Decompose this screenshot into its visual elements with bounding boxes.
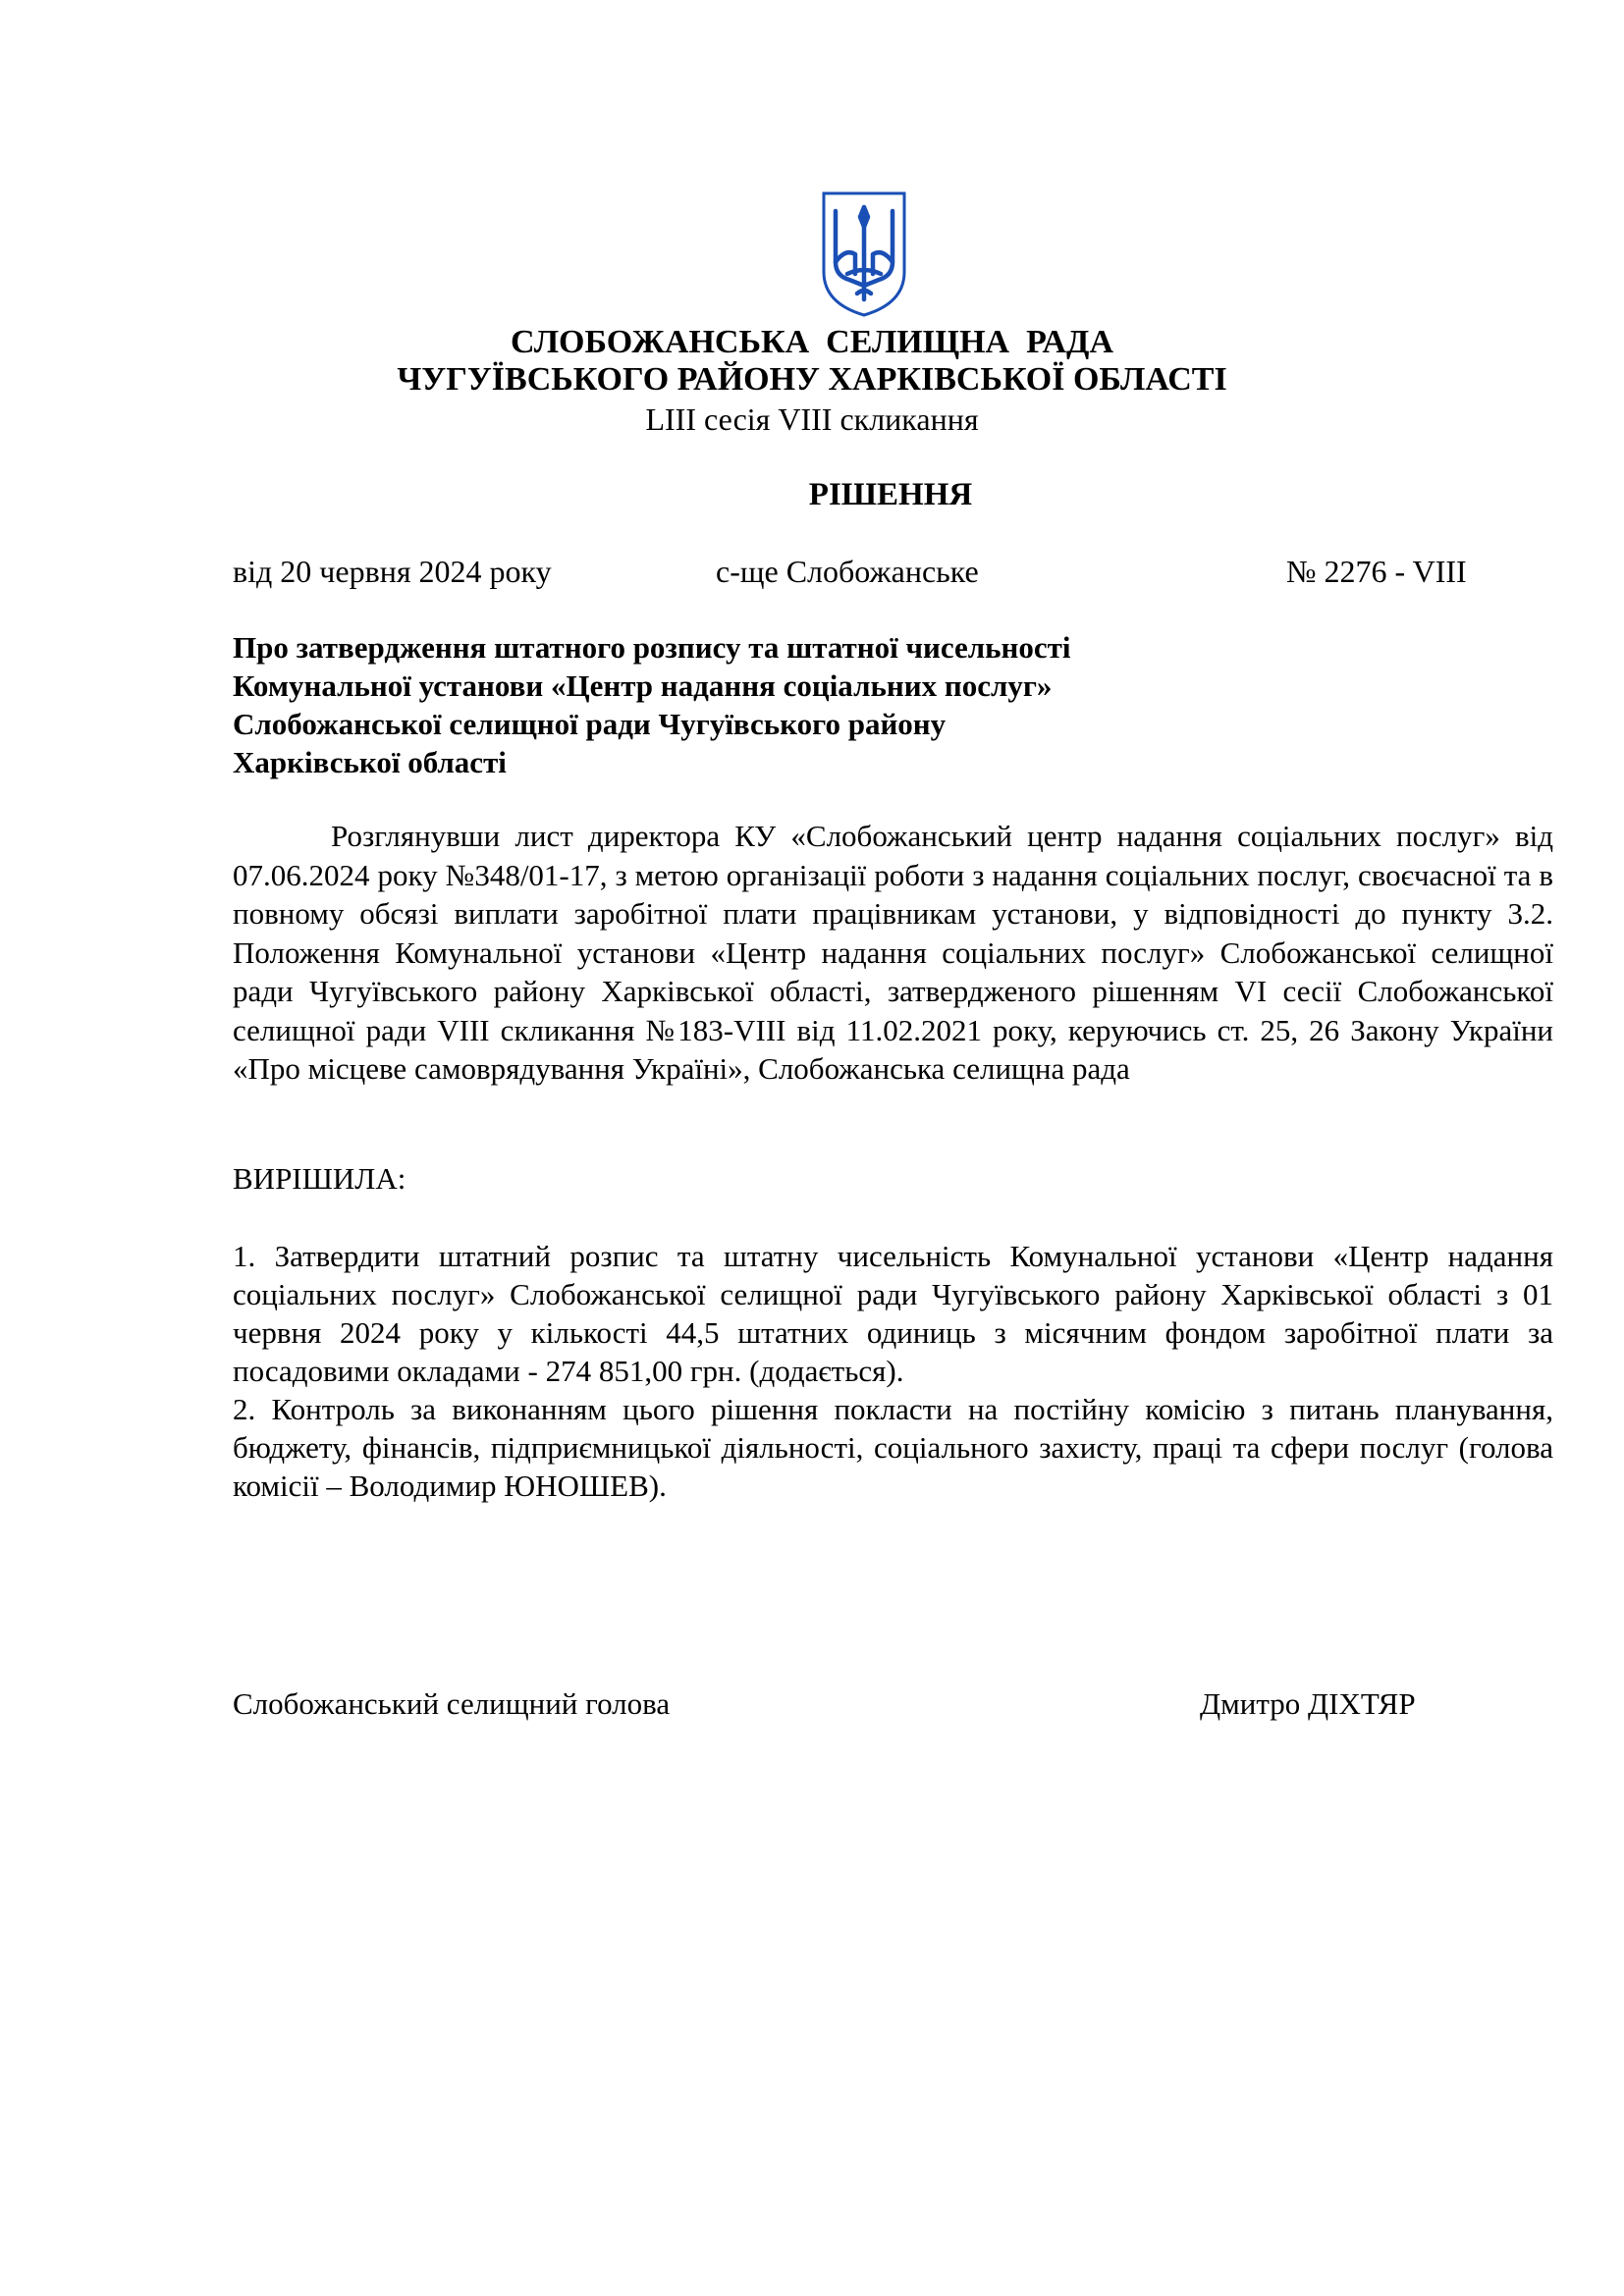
decided-heading: ВИРІШИЛА:	[233, 1161, 406, 1196]
council-name: СЛОБОЖАНСЬКА СЕЛИЩНА РАДА	[510, 324, 1113, 360]
council-header	[0, 324, 1624, 440]
decision-number: № 2276 - VIII	[1286, 554, 1467, 589]
decision-place: с-ще Слобожанське	[716, 554, 979, 589]
ukraine-coat-of-arms-icon	[820, 189, 908, 318]
session-info: LIII сесія VIII скликання	[645, 401, 979, 437]
subject-line: Про затвердження штатного розпису та штатної чисельності	[233, 630, 1071, 665]
subject-line: Харківської області	[233, 745, 507, 779]
decision-item: 2. Контроль за виконанням цього рішення покласти на постійну комісію з питань планування, бюджету, фінансів, підприємницької діяльності, соціального захисту, праці та сфери послуг (голова комісії – Володимир ЮНОШЕВ).	[233, 1392, 1553, 1503]
subject-line: Слобожанської селищної ради Чугуївського району	[233, 707, 947, 741]
decision-items	[233, 1237, 1553, 1505]
decision-date: від 20 червня 2024 року	[233, 554, 552, 589]
decision-title: РІШЕННЯ	[808, 477, 973, 512]
subject-line: Комунальної установи «Центр надання соціальних послуг»	[233, 668, 1053, 703]
signatory-position: Слобожанський селищний голова	[233, 1686, 671, 1721]
signatory-name: Дмитро ДІХТЯР	[1200, 1686, 1416, 1721]
decision-subject	[233, 628, 1313, 781]
decision-item: 1. Затвердити штатний розпис та штатну чисельність Комунальної установи «Центр надання соціальних послуг» Слобожанської селищної ради Чугуївського району Харківської області з 01 червня 2024 року у кількості 44,5 штатних одиниць з місячним фондом заробітної плати за посадовими окладами - 274 851,00 грн. (додається).	[233, 1239, 1553, 1388]
preamble-paragraph: Розглянувши лист директора КУ «Слобожанський центр надання соціальних послуг» від 07.06.2024 року №348/01-17, з метою організації роботи з надання соціальних послуг, своєчасної та в повному обсязі виплати заробітної плати працівникам установи, у відповідності до пункту 3.2. Положення Комунальної установи «Центр надання соціальних послуг» Слобожанської селищної ради Чугуївського району Харківської області, затвердженого рішенням VI сесії Слобожанської селищної ради VIII скликання №183-VIII від 11.02.2021 року, керуючись ст. 25, 26 Закону України «Про місцеве самоврядування Україні», Слобожанська селищна рада	[233, 819, 1553, 1086]
district-region: ЧУГУЇВСЬКОГО РАЙОНУ ХАРКІВСЬКОЇ ОБЛАСТІ	[397, 361, 1227, 398]
